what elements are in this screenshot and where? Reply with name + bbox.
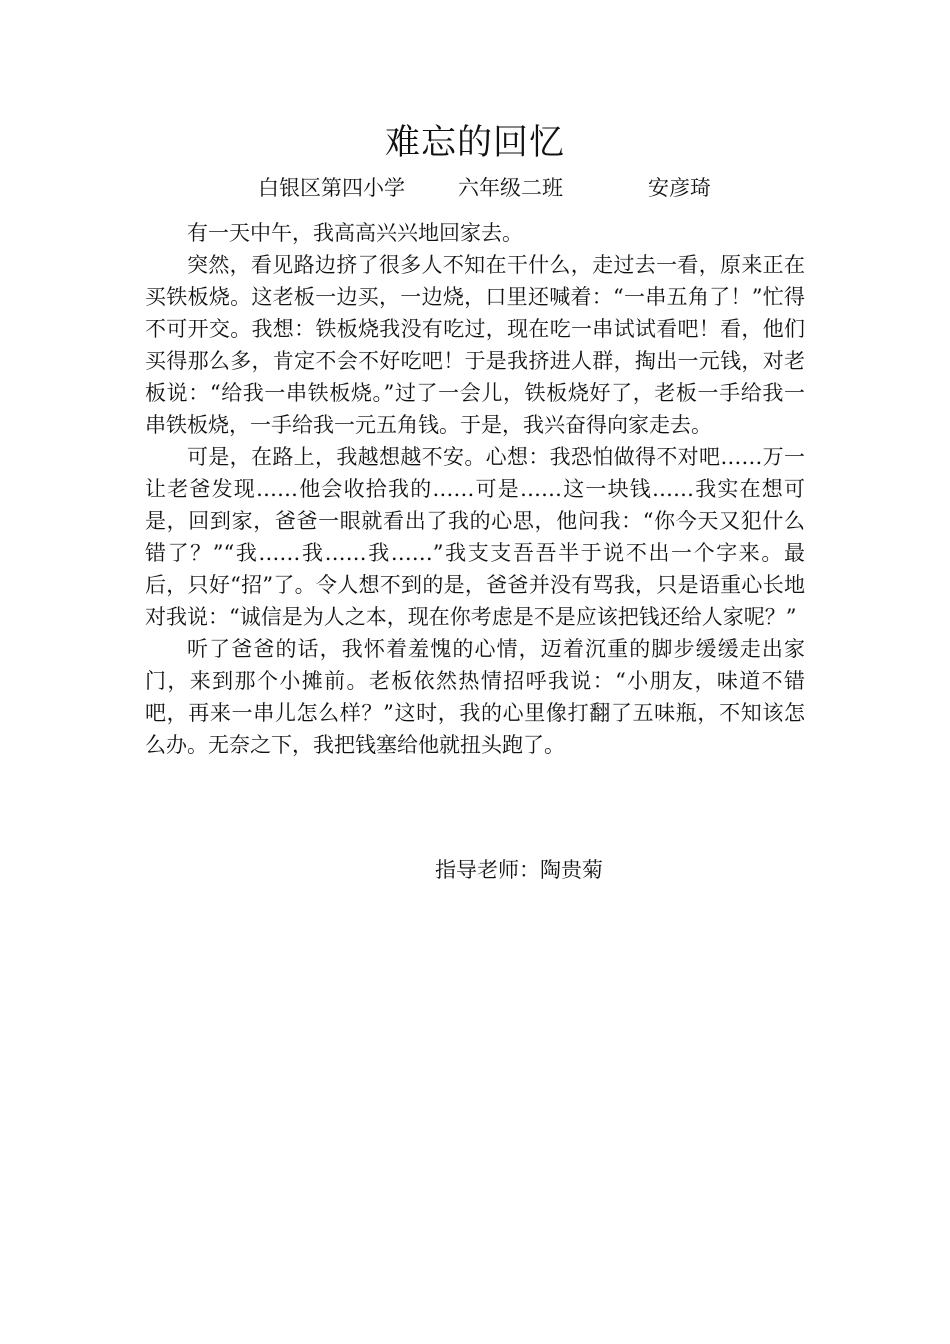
byline-class: 六年级二班 bbox=[458, 176, 563, 200]
paragraph: 突然，看见路边挤了很多人不知在干什么，走过去一看，原来正在买铁板烧。这老板一边买，一边烧，口里还喊着：“一串五角了！”忙得不可开交。我想：铁板烧我没有吃过，现在吃一串试试看吧！看，他们买得那么多，肯定不会不好吃吧！于是我挤进人群，掏出一元钱，对老板说：“给我一串铁板烧。”过了一会儿，铁板烧好了，老板一手给我一串铁板烧，一手给我一元五角钱。于是，我兴奋得向家走去。 bbox=[145, 253, 805, 437]
teacher-signature: 指导老师：陶贵菊 bbox=[435, 858, 603, 882]
essay-body bbox=[145, 217, 805, 761]
byline-school: 白银区第四小学 bbox=[258, 176, 405, 200]
essay-title: 难忘的回忆 bbox=[384, 123, 565, 163]
paragraph: 有一天中午，我高高兴兴地回家去。 bbox=[187, 221, 523, 245]
paragraph: 听了爸爸的话，我怀着羞愧的心情，迈着沉重的脚步缓缓走出家门，来到那个小摊前。老板依然热情招呼我说：“小朋友，味道不错吧，再来一串儿怎么样？”这时，我的心里像打翻了五味瓶，不知该怎么办。无奈之下，我把钱塞给他就扭头跑了。 bbox=[145, 637, 805, 757]
byline bbox=[258, 173, 878, 203]
paragraph: 可是，在路上，我越想越不安。心想：我恐怕做得不对吧……万一让老爸发现……他会收拾我的……可是……这一块钱……我实在想可是，回到家，爸爸一眼就看出了我的心思，他问我：“你今天又犯什么错了？”“我……我……我……”我支支吾吾半于说不出一个字来。最后，只好“招”了。令人想不到的是，爸爸并没有骂我，只是语重心长地对我说：“诚信是为人之本，现在你考虑是不是应该把钱还给人家呢？” bbox=[145, 445, 805, 629]
byline-author: 安彦琦 bbox=[648, 176, 711, 200]
